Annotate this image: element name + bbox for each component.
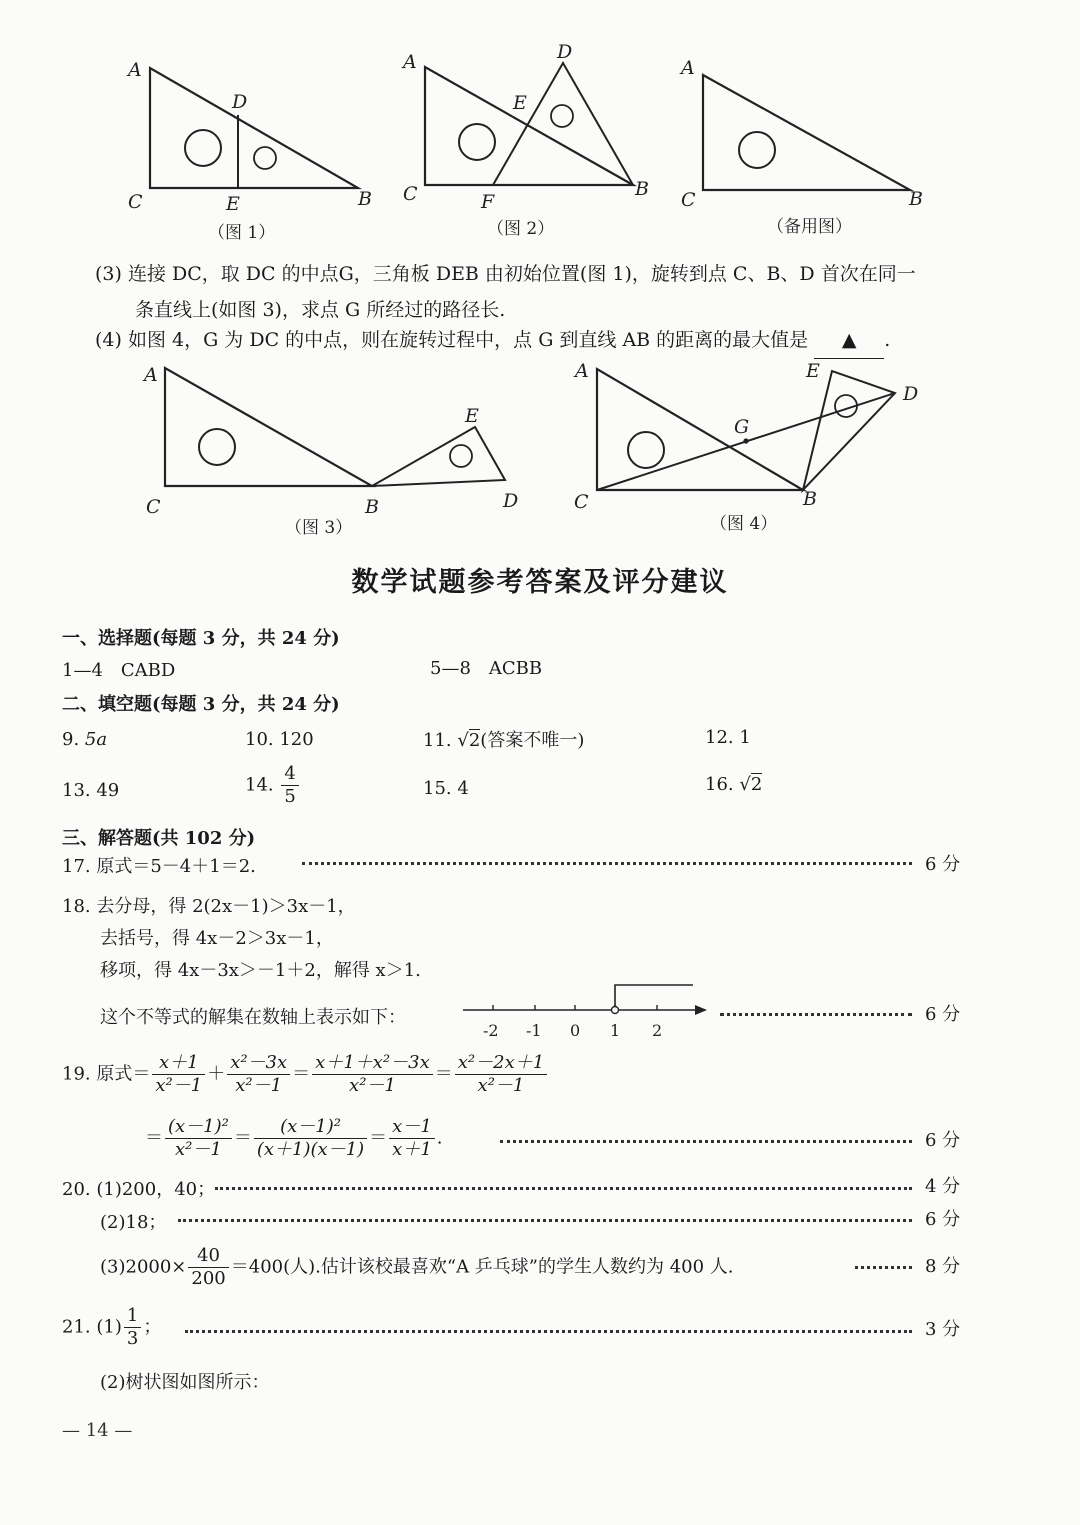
fill-14-denominator: 5 xyxy=(284,786,296,807)
answer-blank: ▲ xyxy=(814,322,884,359)
fig2-label-a: A xyxy=(403,51,417,73)
fill-16-radicand: 2 xyxy=(750,774,763,795)
spare-label-b: B xyxy=(909,188,923,210)
fig2-caption: （图 2） xyxy=(487,219,555,239)
answer-21-part-2: (2)树状图如图所示： xyxy=(100,1372,270,1393)
answer-21-1-suffix: ； xyxy=(143,1316,162,1338)
dotted-leader xyxy=(855,1266,912,1269)
fill-11-num: 11. xyxy=(423,730,452,751)
fill-9 xyxy=(62,729,107,750)
fraction-numerator: 1 xyxy=(124,1305,141,1328)
fill-14-num: 14. xyxy=(245,774,274,796)
score-20-2: 6 分 xyxy=(925,1209,961,1230)
fraction-numerator: (x－1)² xyxy=(254,1116,367,1139)
fraction-denominator: x²－1 xyxy=(477,1075,525,1096)
answer-20-3-text: ＝400(人).估计该校最喜欢“A 乒乓球”的学生人数约为 400 人. xyxy=(230,1256,734,1278)
fig4-label-b: B xyxy=(803,488,817,510)
fraction-numerator: x²－2x＋1 xyxy=(455,1052,547,1075)
figure-2 xyxy=(395,40,665,245)
answer-key-title: 数学试题参考答案及评分建议 xyxy=(351,567,729,598)
score-17: 6 分 xyxy=(925,854,961,875)
fill-11: 11. √2(答案不唯一) xyxy=(423,730,585,751)
fig3-caption: （图 3） xyxy=(285,518,353,538)
score-19: 6 分 xyxy=(925,1130,961,1151)
figure-spare xyxy=(675,50,935,245)
fill-10: 10. 120 xyxy=(245,729,314,750)
fraction-numerator: x－1 xyxy=(389,1116,435,1139)
number-line xyxy=(455,978,715,1048)
fig1-label-b: B xyxy=(358,188,372,210)
spare-caption: （备用图） xyxy=(767,217,852,237)
answer-19-line-1: 19. 原式＝ $\frac{x+1}{\text{x²－1}}$ ＋ $\frac{\text{x²－3x}}{\text{x²－1}}$ ＝ $\frac{\text{x＋1＋x²－3x}}{\text{x²－1}}$ ＝ $\frac{\text{x²－2x＋1}}{\text{x²－1}}$ xyxy=(62,1052,549,1097)
fig3-label-a: A xyxy=(144,364,158,386)
fig2-label-f: F xyxy=(481,191,495,213)
tick-label: 1 xyxy=(610,1021,621,1040)
fig3-label-e: E xyxy=(465,405,479,427)
fraction-denominator: x²－1 xyxy=(235,1075,283,1096)
score-18: 6 分 xyxy=(925,1004,961,1025)
score-21-1: 3 分 xyxy=(925,1319,961,1340)
answer-20-part-1: 20. (1)200，40； xyxy=(62,1179,216,1200)
fill-9-num: 9. xyxy=(62,729,80,750)
answer-21-part-1 xyxy=(62,1305,161,1350)
tick-label: 0 xyxy=(570,1021,581,1040)
fraction-denominator: 3 xyxy=(126,1328,139,1349)
answer-19-label: 19. 原式＝ xyxy=(62,1063,151,1085)
fill-11-radicand: 2 xyxy=(468,730,481,751)
fig4-label-d: D xyxy=(903,383,919,405)
fraction-numerator: x＋1 xyxy=(152,1052,205,1075)
mc-answers-2: 5—8 ACBB xyxy=(430,658,543,679)
figure-4 xyxy=(565,355,945,540)
fill-14 xyxy=(245,763,301,808)
fig2-label-b: B xyxy=(635,178,649,200)
dotted-leader xyxy=(720,1013,912,1016)
question-4-end: . xyxy=(884,329,891,351)
question-3-line-1: (3) 连接 DC，取 DC 的中点G，三角板 DEB 由初始位置(图 1)，旋转到点 C、B、D 首次在同一 xyxy=(95,263,916,285)
score-20-1: 4 分 xyxy=(925,1176,961,1197)
spare-label-c: C xyxy=(681,189,696,211)
fraction-denominator: (x＋1)(x－1) xyxy=(256,1139,365,1160)
fig1-label-a: A xyxy=(128,59,142,81)
answer-18-line-4: 这个不等式的解集在数轴上表示如下： xyxy=(100,1007,406,1028)
dotted-leader xyxy=(302,862,912,865)
fraction-numerator: x²－3x xyxy=(227,1052,290,1075)
answer-21-1-prefix: 21. (1) xyxy=(62,1316,122,1338)
fraction-denominator: 200 xyxy=(191,1268,226,1289)
tick-label: 2 xyxy=(652,1021,663,1040)
answer-18-line-3: 移项，得 4x－3x＞－1＋2，解得 x＞1. xyxy=(100,960,421,981)
fig2-label-c: C xyxy=(403,183,418,205)
answer-18-line-2: 去括号，得 4x－2＞3x－1， xyxy=(100,928,334,949)
section-3-heading: 三、解答题(共 102 分) xyxy=(62,828,256,849)
fraction-denominator: x²－1 xyxy=(155,1075,203,1096)
tick-label: -1 xyxy=(526,1021,542,1040)
fig3-label-c: C xyxy=(146,496,161,518)
fig4-label-c: C xyxy=(574,491,589,513)
figure-3 xyxy=(135,355,535,545)
fig1-label-d: D xyxy=(232,91,248,113)
answer-18-line-1: 18. 去分母，得 2(2x－1)＞3x－1， xyxy=(62,896,356,917)
score-20-3: 8 分 xyxy=(925,1256,961,1277)
answer-20-part-2: (2)18； xyxy=(100,1212,167,1233)
fraction-numerator: (x－1)² xyxy=(165,1116,232,1139)
fig4-label-e: E xyxy=(806,360,820,382)
answer-20-3-prefix: (3)2000× xyxy=(100,1256,187,1278)
answer-17: 17. 原式＝5－4＋1＝2. xyxy=(62,856,256,877)
figure-1 xyxy=(120,50,380,250)
dotted-leader xyxy=(215,1187,912,1190)
page-number: — 14 — xyxy=(62,1420,133,1441)
fraction-denominator: x²－1 xyxy=(349,1075,396,1096)
question-3-line-2: 条直线上(如图 3)，求点 G 所经过的路径长. xyxy=(135,299,506,321)
fig4-label-a: A xyxy=(575,360,589,382)
fill-15: 15. 4 xyxy=(423,778,469,799)
fig1-label-e: E xyxy=(226,193,240,215)
fig3-label-b: B xyxy=(365,496,379,518)
dotted-leader xyxy=(185,1330,912,1333)
fig4-label-g: G xyxy=(734,416,750,438)
fig3-label-d: D xyxy=(503,490,519,512)
dotted-leader xyxy=(500,1140,912,1143)
fig1-caption: （图 1） xyxy=(208,223,276,243)
fill-9-value: 5a xyxy=(84,729,108,750)
fraction-denominator: x²－1 xyxy=(175,1139,222,1160)
fraction-numerator: 40 xyxy=(188,1245,228,1268)
fraction-denominator: x＋1 xyxy=(392,1139,432,1160)
fill-16-num: 16. xyxy=(705,774,734,795)
answer-19-line-2: ＝ $\frac{\text{(x－1)²}}{\text{x²－1}}$ ＝ $\frac{\text{(x－1)²}}{(x+1)(x-1)}$ ＝ $\frac{x-1}{x+1}$ . xyxy=(145,1116,443,1160)
answer-20-part-3 xyxy=(100,1245,734,1290)
fig2-label-e: E xyxy=(513,92,527,114)
fill-13: 13. 49 xyxy=(62,780,120,801)
question-4 xyxy=(95,322,890,359)
fig2-label-d: D xyxy=(557,41,573,63)
tick-label: -2 xyxy=(483,1021,499,1040)
fill-11-note: (答案不唯一) xyxy=(480,730,585,751)
spare-label-a: A xyxy=(681,57,695,79)
section-1-heading: 一、选择题(每题 3 分，共 24 分) xyxy=(62,628,340,649)
fraction-numerator: x＋1＋x²－3x xyxy=(312,1052,433,1075)
section-2-heading: 二、填空题(每题 3 分，共 24 分) xyxy=(62,694,340,715)
fig4-caption: （图 4） xyxy=(710,514,778,534)
mc-answers-1: 1—4 CABD xyxy=(62,660,176,681)
fill-14-numerator: 4 xyxy=(281,763,298,786)
fill-12: 12. 1 xyxy=(705,727,751,748)
dotted-leader xyxy=(178,1219,912,1222)
fill-16: 16. √2 xyxy=(705,774,763,795)
fig1-label-c: C xyxy=(128,191,143,213)
question-4-text: (4) 如图 4，G 为 DC 的中点，则在旋转过程中，点 G 到直线 AB 的距离的最大值是 xyxy=(95,329,809,351)
